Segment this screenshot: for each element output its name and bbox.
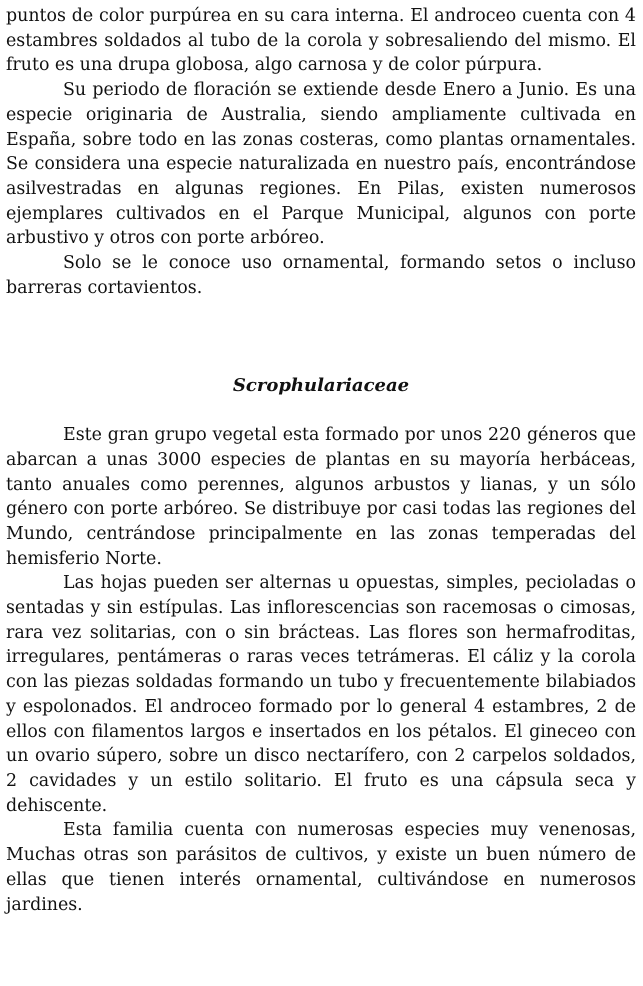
section-heading: Scrophulariaceae: [232, 375, 410, 397]
paragraph-family-overview: Este gran grupo vegetal esta formado por unos 220 géneros que abarcan a unas 3000 especies de plantas en su mayoría herbáceas, tanto anuales como perennes, algunos arbustos y lianas, y un sólo género con porte arbóreo. Se distribuye por casi todas las regiones del Mundo, centrándose principalmente en las zonas temperadas del hemisferio Norte.: [6, 425, 636, 569]
paragraph-family-interest: Esta familia cuenta con numerosas especies muy venenosas, Muchas otras son parásitos de cultivos, y existe un buen número de ellas que tienen interés ornamental, cultivándose en numerosos jardines.: [6, 820, 636, 915]
section-spacer: [6, 300, 636, 374]
document-page: [6, 4, 636, 917]
paragraph-flower-description: puntos de color purpúrea en su cara interna. El androceo cuenta con 4 estambres soldados al tubo de la corola y sobresaliendo del mismo. El fruto es una drupa globosa, algo carnosa y de color púrpura.: [6, 6, 636, 76]
heading-spacer: [6, 399, 636, 423]
paragraph-family-morphology: Las hojas pueden ser alternas u opuestas, simples, pecioladas o sentadas y sin estípulas. Las inflorescencias son racemosas o cimosas, rara vez solitarias, con o sin brácteas. Las flores son hermafroditas, irregulares, pentámeras o raras veces tetrámeras. El cáliz y la corola con las piezas soldadas formando un tubo y frecuentemente bilabiados y espolonados. El androceo formado por lo general 4 estambres, 2 de ellos con filamentos largos e insertados en los pétalos. El gineceo con un ovario súpero, sobre un disco nectarífero, con 2 carpelos soldados, 2 cavidades y un estilo solitario. El fruto es una cápsula seca y dehiscente.: [6, 573, 636, 816]
paragraph-flowering-distribution: Su periodo de floración se extiende desde Enero a Junio. Es una especie originaria de Australia, siendo ampliamente cultivada en España, sobre todo en las zonas costeras, como plantas ornamentales. Se considera una especie naturalizada en nuestro país, encontrándose asilvestradas en algunas regiones. En Pilas, existen numerosos ejemplares cultivados en el Parque Municipal, algunos con porte arbustivo y otros con porte arbóreo.: [6, 80, 636, 249]
paragraph-uses: Solo se le conoce uso ornamental, formando setos o incluso barreras cortavientos.: [6, 253, 636, 298]
